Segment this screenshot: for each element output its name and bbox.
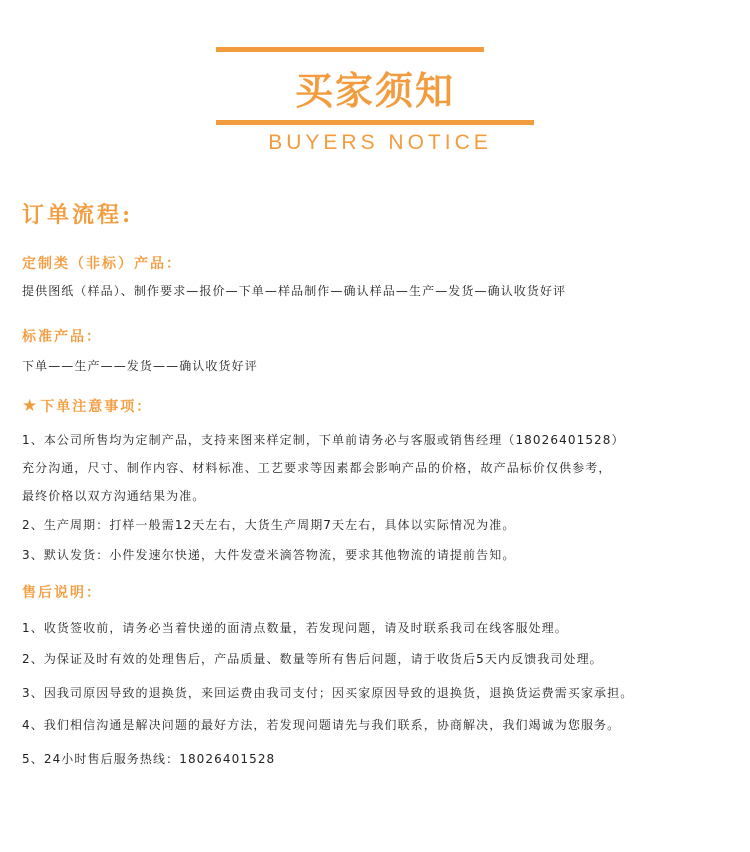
order-note-line: 充分沟通，尺寸、制作内容、材料标准、工艺要求等因素都会影响产品的价格，故产品标价仅供参考， (22, 461, 612, 475)
order-note-line: 最终价格以双方沟通结果为准。 (22, 489, 206, 503)
page-title: 买家须知 (294, 69, 455, 113)
header-middle-rule (216, 120, 534, 125)
page-subtitle: BUYERS NOTICE (268, 131, 492, 154)
header-top-rule (216, 47, 484, 52)
order-process-heading: 订单流程: (22, 202, 134, 228)
order-note-line: 2、生产周期：打样一般需12天左右，大货生产周期7天左右，具体以实际情况为准。 (22, 518, 516, 532)
after-sales-line: 3、因我司原因导致的退换货，来回运费由我司支付；因买家原因导致的退换货，退换货运费需买家承担。 (22, 686, 634, 700)
order-notes-heading-label: 下单注意事项： (40, 399, 153, 415)
custom-product-heading: 定制类（非标）产品： (22, 256, 182, 272)
after-sales-line: 5、24小时售后服务热线：18026401528 (22, 752, 276, 766)
custom-product-steps: 提供图纸（样品）、制作要求—报价—下单—样品制作—确认样品—生产—发货—确认收货好评 (22, 284, 567, 298)
standard-product-heading: 标准产品： (22, 329, 102, 345)
star-icon: ★ (22, 396, 40, 416)
order-notes-heading (22, 396, 152, 416)
after-sales-line: 4、我们相信沟通是解决问题的最好方法，若发现问题请先与我们联系，协商解决，我们竭诚为您服务。 (22, 718, 621, 732)
order-note-line: 3、默认发货：小件发速尔快递，大件发壹米滴答物流，要求其他物流的请提前告知。 (22, 548, 516, 562)
order-note-line: 1、本公司所售均为定制产品，支持来图来样定制，下单前请务必与客服或销售经理（18026401528） (22, 433, 625, 447)
after-sales-heading: 售后说明： (22, 585, 102, 601)
after-sales-line: 1、收货签收前，请务必当着快递的面清点数量，若发现问题，请及时联系我司在线客服处理。 (22, 621, 568, 635)
standard-product-steps: 下单——生产——发货——确认收货好评 (22, 359, 258, 373)
after-sales-line: 2、为保证及时有效的处理售后，产品质量、数量等所有售后问题，请于收货后5天内反馈我司处理。 (22, 652, 603, 666)
